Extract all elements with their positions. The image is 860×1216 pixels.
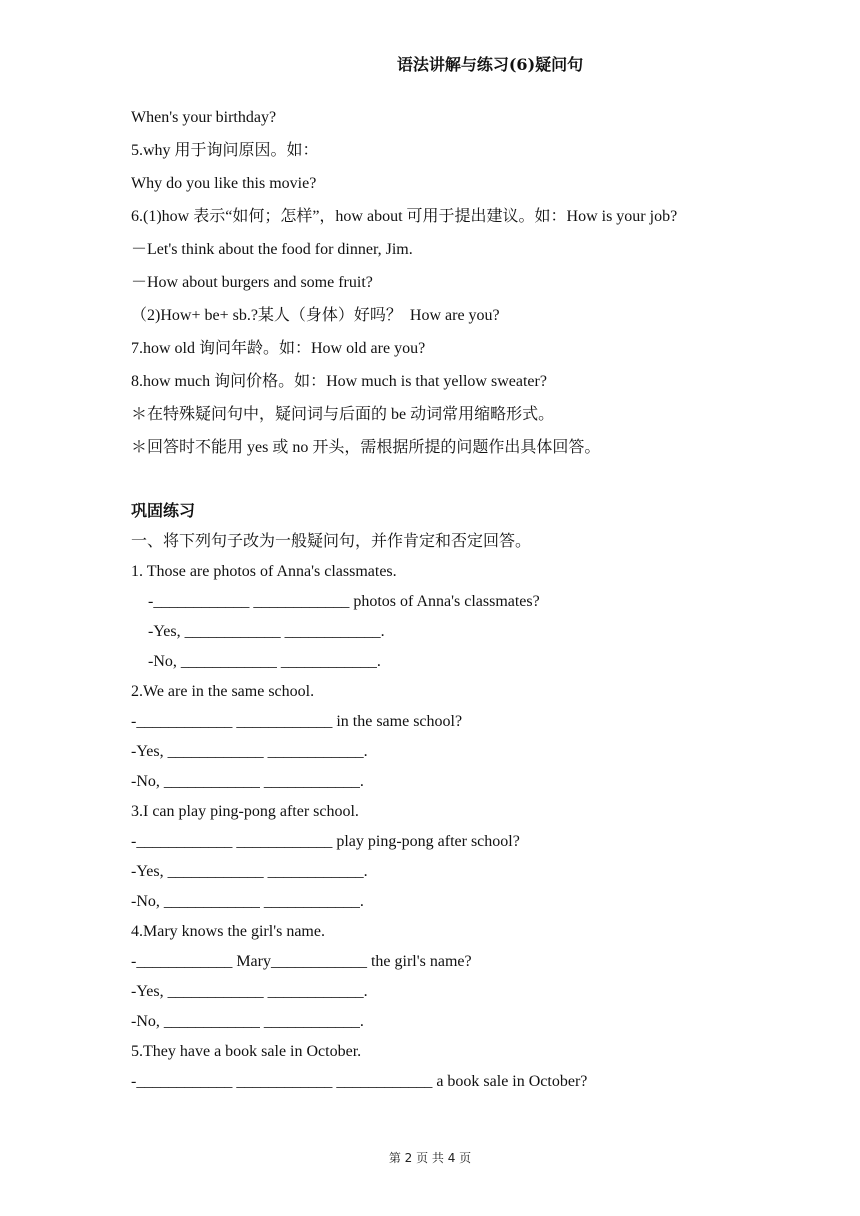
exercise-question-blank: -____________ ____________ photos of Anna's classmates? [148, 593, 540, 610]
exercise-no-blank: -No, ____________ ____________. [131, 893, 364, 910]
grammar-line: 8.how much 询问价格。如：How much is that yellow sweater? [131, 373, 547, 390]
exercise-question-blank: -____________ ____________ ____________ a book sale in October? [131, 1073, 588, 1090]
exercise-no-blank: -No, ____________ ____________. [148, 653, 381, 670]
exercise-item-5 [131, 1037, 811, 1097]
grammar-notes [131, 101, 811, 464]
grammar-line: （2)How+ be+ sb.?某人（身体）好吗？ How are you? [131, 307, 500, 324]
grammar-line: ＊在特殊疑问句中，疑问词与后面的 be 动词常用缩略形式。 [131, 406, 555, 423]
exercise-yes-blank: -Yes, ____________ ____________. [131, 863, 368, 880]
exercise-question-blank: -____________ Mary____________ the girl's name? [131, 953, 472, 970]
exercise-item-3 [131, 797, 811, 917]
exercise-sentence: 3.I can play ping-pong after school. [131, 803, 359, 820]
section-title: 巩固练习 [131, 501, 196, 520]
exercise-item-4 [131, 917, 811, 1037]
grammar-line: 6.(1)how 表示“如何；怎样”，how about 可用于提出建议。如：How is your job? [131, 208, 678, 225]
grammar-line: When's your birthday? [131, 109, 277, 126]
exercise-item-2 [131, 677, 811, 797]
page-content [131, 101, 811, 1097]
exercise-item-1 [131, 557, 811, 677]
exercise-instruction: 一、将下列句子改为一般疑问句，并作肯定和否定回答。 [131, 533, 532, 550]
exercise-no-blank: -No, ____________ ____________. [131, 1013, 364, 1030]
exercise-question-blank: -____________ ____________ play ping-pong after school? [131, 833, 520, 850]
exercise-question-blank: -____________ ____________ in the same school? [131, 713, 463, 730]
grammar-line: －Let's think about the food for dinner, Jim. [131, 241, 413, 258]
page-number: 第 2 页 共 4 页 [388, 1151, 472, 1165]
exercise-sentence: 4.Mary knows the girl's name. [131, 923, 325, 940]
grammar-line: Why do you like this movie? [131, 175, 317, 192]
grammar-line: 5.why 用于询问原因。如： [131, 142, 319, 159]
grammar-line: ＊回答时不能用 yes 或 no 开头，需根据所提的问题作出具体回答。 [131, 439, 601, 456]
page-header-title: 语法讲解与练习(6)疑问句 [396, 55, 584, 74]
exercise-sentence: 1. Those are photos of Anna's classmates. [131, 563, 397, 580]
section-spacer [131, 464, 811, 494]
exercise-sentence: 5.They have a book sale in October. [131, 1043, 362, 1060]
grammar-line: －How about burgers and some fruit? [131, 274, 373, 291]
grammar-line: 7.how old 询问年龄。如：How old are you? [131, 340, 426, 357]
exercise-yes-blank: -Yes, ____________ ____________. [131, 743, 368, 760]
exercise-sentence: 2.We are in the same school. [131, 683, 315, 700]
exercise-yes-blank: -Yes, ____________ ____________. [148, 623, 385, 640]
exercise-no-blank: -No, ____________ ____________. [131, 773, 364, 790]
exercise-yes-blank: -Yes, ____________ ____________. [131, 983, 368, 1000]
